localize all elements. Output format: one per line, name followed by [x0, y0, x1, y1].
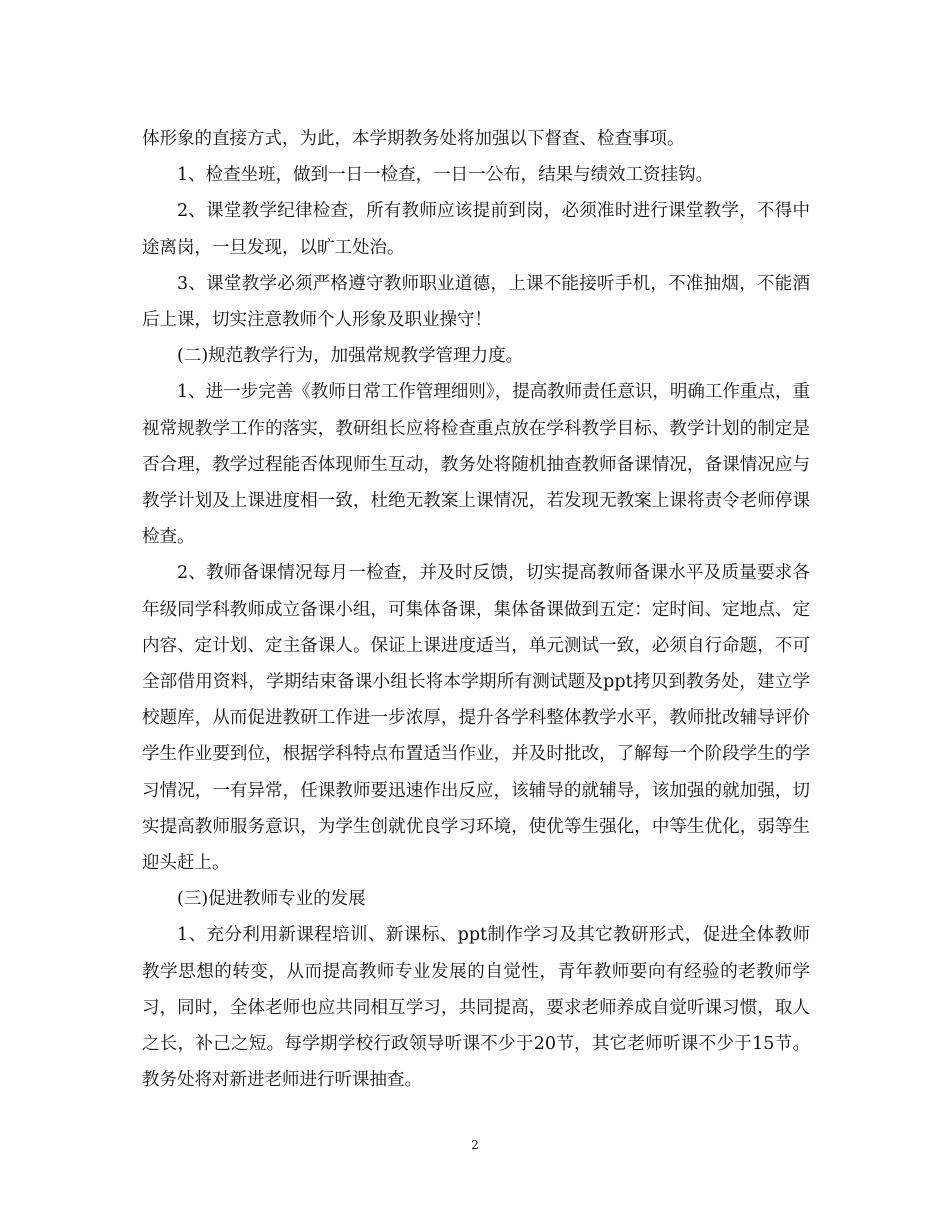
paragraph-continuation: 体形象的直接方式，为此，本学期教务处将加强以下督查、检查事项。: [142, 129, 685, 149]
paragraph-item-1-training: 1、充分利用新课程培训、新课标、ppt制作学习及其它教研形式，促进全体教师教学思想的转变，从而提高教师专业发展的自觉性，青年教师要向有经验的老教师学习，同时，全体老师也应共同相互学习，共同提高，要求老师养成自觉听课习惯，取人之长，补己之短。每学期学校行政领导听课不少于20节，其它老师听课不少于15节。教务处将对新进老师进行听课抽查。: [142, 925, 810, 1091]
paragraph-item-1-office-check: 1、检查坐班，做到一日一检查，一日一公布，结果与绩效工资挂钩。: [177, 165, 714, 186]
paragraph-item-3-ethics: 3、课堂教学必须严格遵守教师职业道德，上课不能接听手机，不准抽烟，不能酒后上课，切实注意教师个人形象及职业操守！: [142, 273, 810, 331]
page-number: 2: [471, 1138, 479, 1152]
document-body: [142, 121, 810, 1098]
paragraph-item-1-rules: 1、进一步完善《教师日常工作管理细则》，提高教师责任意识，明确工作重点，重视常规教学工作的落实，教研组长应将检查重点放在学科教学目标、教学计划的制定是否合理，教学过程能否体现师生互动，教务处将随机抽查教师备课情况，备课情况应与教学计划及上课进度相一致，杜绝无教案上课情况，若发现无教案上课将责令老师停课检查。: [142, 382, 810, 548]
paragraph-item-2-discipline: 2、课堂教学纪律检查，所有教师应该提前到岗，必须准时进行课堂教学，不得中途离岗，一旦发现，以旷工处治。: [142, 201, 810, 258]
paragraph-item-2-lesson-prep: 2、教师备课情况每月一检查，并及时反馈，切实提高教师备课水平及质量要求各年级同学科教师成立备课小组，可集体备课，集体备课做到五定：定时间、定地点、定内容、定计划、定主备课人。保证上课进度适当，单元测试一致，必须自行命题，不可全部借用资料，学期结束备课小组长将本学期所有测试题及ppt拷贝到教务处，建立学校题库，从而促进教研工作进一步浓厚，提升各学科整体教学水平，教师批改辅导评价学生作业要到位，根据学科特点布置适当作业，并及时批改，了解每一个阶段学生的学习情况，一有异常，任课教师要迅速作出反应，该辅导的就辅导，该加强的就加强，切实提高教师服务意识，为学生创就优良学习环境，使优等生强化，中等生优化，弱等生迎头赶上。: [142, 563, 810, 874]
section-heading-2: (二)规范教学行为，加强常规教学管理力度。: [177, 346, 524, 367]
section-heading-3: (三)促进教师专业的发展: [177, 889, 366, 910]
